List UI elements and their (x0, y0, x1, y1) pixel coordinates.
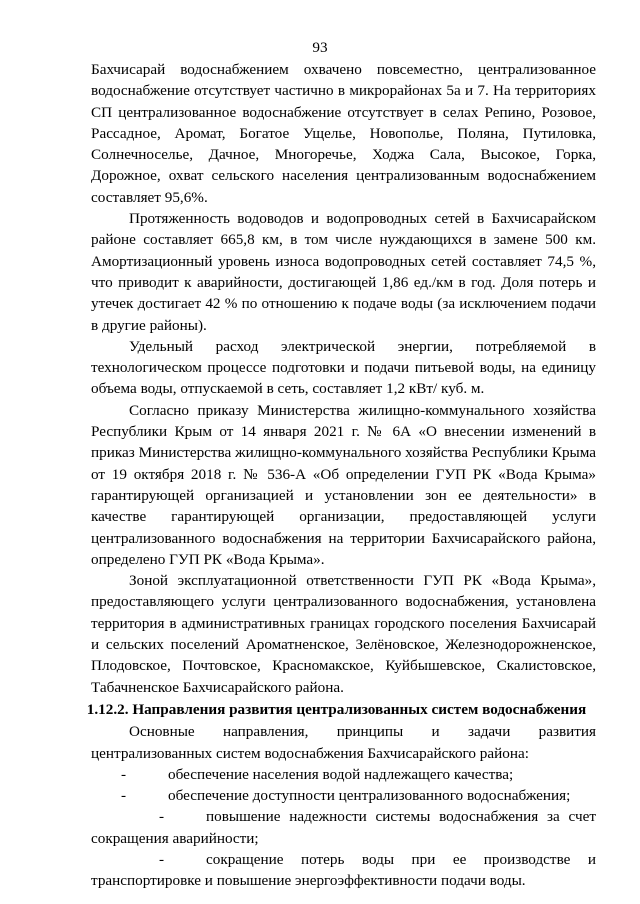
paragraph-responsibility-zone: Зоной эксплуатационной ответственности ГУП РК «Вода Крыма», предоставляющего услуги централизованного водоснабжения, установлена территория в административных границах городского поселения Бахчисарай и сельских поселений Ароматненское, Зелёновское, Железнодорожненское, Плодовское, Почтовское, Красномакское, Куйбышевское, Скалистовское, Табачненское Бахчисарайского района. (91, 572, 596, 696)
list-item (91, 764, 596, 785)
paragraph-water-coverage: Бахчисарай водоснабжением охвачено повсеместно, централизованное водоснабжение отсутствует частично в микрорайонах 5а и 7. На территориях СП централизованное водоснабжение отсутствует в селах Репино, Розовое, Рассадное, Аромат, Богатое Ущелье, Новополье, Поляна, Путиловка, Солнечноселье, Дачное, Многоречье, Ходжа Сала, Высокое, Горка, Дорожное, охват сельского населения централизованным водоснабжением составляет 95,6%. (91, 61, 596, 206)
list-item-text: обеспечение населения водой надлежащего качества; (168, 765, 514, 783)
page-number: 93 (312, 39, 328, 56)
list-dash: - (159, 808, 165, 826)
list-dash: - (121, 765, 127, 783)
list-item (91, 806, 596, 849)
section-heading: 1.12.2. Направления развития централизованных систем водоснабжения (86, 700, 587, 718)
list-item-text: повышение надежности системы водоснабжения за счет сокращения аварийности; (91, 808, 596, 847)
list-item-text: обеспечение доступности централизованного водоснабжения; (168, 787, 571, 805)
list-item (91, 785, 596, 806)
list-item (91, 849, 596, 892)
list-item-text: сокращение потерь воды при ее производстве и транспортировке и повышение энергоэффективности подачи воды. (91, 850, 596, 890)
list-dash: - (159, 850, 165, 868)
page-body (86, 59, 596, 892)
paragraph-network-length: Протяженность водоводов и водопроводных сетей в Бахчисарайском районе составляет 665,8 км, в том числе нуждающихся в замене 500 км. Амортизационный уровень износа водопроводных сетей составляет 74,5 %, что приводит к аварийности, достигающей 1,86 ед./км в год. Доля потерь и утечек достигает 42 % по отношению к подаче воды (за исключением подачи в другие районы). (91, 210, 596, 334)
list-dash: - (121, 787, 127, 805)
paragraph-intro: Основные направления, принципы и задачи развития централизованных систем водоснабжения Бахчисарайского района: (91, 723, 596, 762)
paragraph-ministry-order: Согласно приказу Министерства жилищно-коммунального хозяйства Республики Крым от 14 января 2021 г. № 6А «О внесении изменений в приказ Министерства жилищно-коммунального хозяйства Республики Крыма от 19 октября 2018 г. № 536-А «Об определении ГУП РК «Вода Крыма» гарантирующей организацией и установлении зон ее деятельности» в качестве гарантирующей организации, предоставляющей услуги централизованного водоснабжения на территории Бахчисарайского района, определено ГУП РК «Вода Крыма». (91, 401, 596, 568)
paragraph-energy-consumption: Удельный расход электрической энергии, потребляемой в технологическом процессе подготовки и подачи питьевой воды, на единицу объема воды, отпускаемой в сеть, составляет 1,2 кВт/ куб. м. (91, 337, 596, 398)
